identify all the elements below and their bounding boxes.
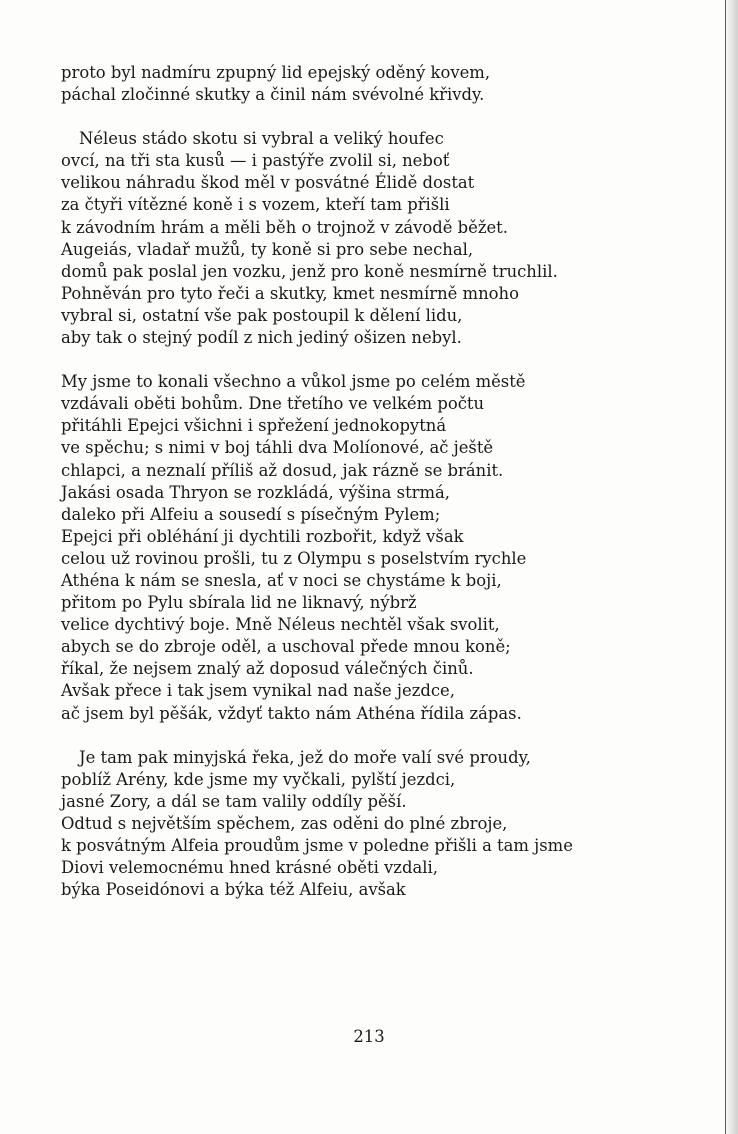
stanza xyxy=(61,62,691,106)
verse-line: ve spěchu; s nimi v boj táhli dva Molíonové, ač ještě xyxy=(61,438,494,458)
stanza xyxy=(61,747,691,902)
verse-line: býka Poseidónovi a býka též Alfeiu, avšak xyxy=(61,880,406,900)
poem-text xyxy=(61,62,691,923)
verse-line: velice dychtivý boje. Mně Néleus nechtěl však svolit, xyxy=(61,615,500,635)
verse-line: k posvátným Alfeia proudům jsme v poledne přišli a tam jsme xyxy=(61,836,573,855)
verse-line: Avšak přece i tak jsem vynikal nad naše jezdce, xyxy=(61,681,455,701)
verse-line: domů pak poslal jen vozku, jenž pro koně nesmírně truchlil. xyxy=(61,261,558,281)
verse-line: aby tak o stejný podíl z nich jediný ošizen nebyl. xyxy=(61,328,462,348)
verse-line: ač jsem byl pěšák, vždyť takto nám Athéna řídila zápas. xyxy=(61,703,522,723)
verse-line: za čtyři vítězné koně i s vozem, kteří tam přišli xyxy=(61,195,450,215)
verse-line: říkal, že nejsem znalý až doposud válečných činů. xyxy=(61,659,474,679)
verse-line: Odtud s největším spěchem, zas oděni do plné zbroje, xyxy=(61,813,508,833)
verse-line: Augeiás, vladař mužů, ty koně si pro sebe nechal, xyxy=(61,239,474,259)
verse-line: vybral si, ostatní vše pak postoupil k dělení lidu, xyxy=(61,305,463,325)
verse-line: Jakási osada Thryon se rozkládá, výšina strmá, xyxy=(61,482,451,502)
verse-line: Athéna k nám se snesla, ať v noci se chystáme k boji, xyxy=(61,570,502,590)
verse-line: abych se do zbroje oděl, a uschoval přede mnou koně; xyxy=(61,637,511,657)
verse-line: Néleus stádo skotu si vybral a veliký houfec xyxy=(79,129,444,149)
verse-line: Diovi velemocnému hned krásné oběti vzdali, xyxy=(61,858,438,878)
verse-line: velikou náhradu škod měl v posvátné Élidě dostat xyxy=(61,173,475,193)
verse-line: celou už rovinou prošli, tu z Olympu s poselstvím rychle xyxy=(61,548,527,568)
verse-line: přitáhli Epejci všichni i spřežení jednokopytná xyxy=(61,416,447,436)
page-edge-shadow xyxy=(724,0,738,1134)
verse-line: Je tam pak minyjská řeka, jež do moře valí své proudy, xyxy=(79,747,531,767)
verse-line: poblíž Arény, kde jsme my vyčkali, pylští jezdci, xyxy=(61,769,456,789)
verse-line: jasné Zory, a dál se tam valily oddíly pěší. xyxy=(61,791,407,811)
verse-line: Pohněván pro tyto řeči a skutky, kmet nesmírně mnoho xyxy=(61,283,519,303)
stanza xyxy=(61,128,691,349)
page-edge-line xyxy=(725,0,726,1134)
stanza xyxy=(61,371,691,725)
verse-line: ovcí, na tři sta kusů — i pastýře zvolil si, neboť xyxy=(61,151,450,171)
verse-line: Epejci při obléhání ji dychtili rozbořit, když však xyxy=(61,526,464,546)
verse-line: vzdávali oběti bohům. Dne třetího ve velkém počtu xyxy=(61,394,485,414)
page-number: 213 xyxy=(353,1027,385,1046)
verse-line: daleko při Alfeiu a sousedí s písečným Pylem; xyxy=(61,504,441,524)
verse-line: proto byl nadmíru zpupný lid epejský oděný kovem, xyxy=(61,63,491,82)
verse-line: přitom po Pylu sbírala lid ne liknavý, nýbrž xyxy=(61,593,417,613)
verse-line: chlapci, a neznalí příliš až dosud, jak rázně se bránit. xyxy=(61,460,504,480)
verse-line: páchal zločinné skutky a činil nám svévolné křivdy. xyxy=(61,85,485,105)
verse-line: My jsme to konali všechno a vůkol jsme po celém městě xyxy=(61,372,526,392)
verse-line: k závodním hrám a měli běh o trojnož v závodě běžet. xyxy=(61,217,508,237)
